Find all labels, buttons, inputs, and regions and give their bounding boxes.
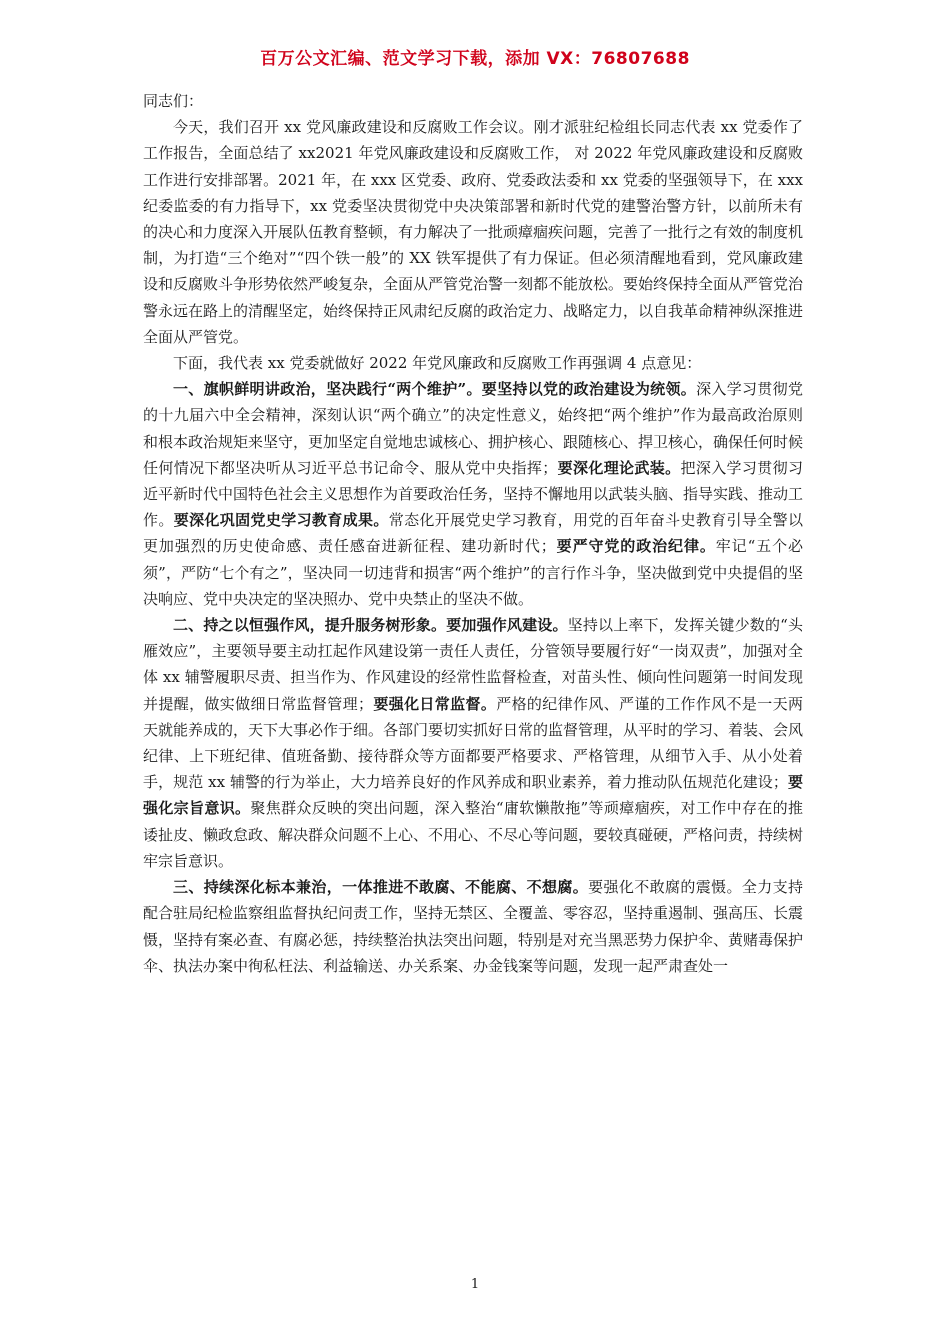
section-1-paragraph [143,376,803,612]
header-banner: 百万公文汇编、范文学习下载，添加 VX：76807688 [260,49,690,69]
intro-paragraph: 今天，我们召开 xx 党风廉政建设和反腐败工作会议。刚才派驻纪检组长同志代表 xx 党委作了工作报告，全面总结了 xx2021 年党风廉政建设和反腐败工作， 对 2022 年党风廉政建设和反腐败工作进行安排部署。2021 年，在 xxx 区党委、政府、党委政法委和 xx 党委的坚强领导下，在 xxx 纪委监委的有力指导下，xx 党委坚决贯彻党中央决策部署和新时代党的建警治警方针，以前所未有的决心和力度深入开展队伍教育整顿，有力解决了一批顽瘴痼疾问题，完善了一批行之有效的制度机制，为打造“三个绝对”“四个铁一般”的 XX 铁军提供了有力保证。但必须清醒地看到，党风廉政建设和反腐败斗争形势依然严峻复杂，全面从严管党治警一刻都不能放松。要始终保持全面从严管党治警永远在路上的清醒坚定，始终保持正风肃纪反腐的政治定力、战略定力，以自我革命精神纵深推进全面从严管党。 [143,118,804,346]
paragraph-text: 牢记“五个必须”，严防“七个有之”，坚决同一切违背和损害“两个维护”的言行作斗争，坚决做到党中央提倡的坚决响应、党中央决定的坚决照办、党中央禁止的坚决不做。 [143,537,803,608]
paragraph-text: 把深入学习贯彻习近平新时代中国特色社会主义思想作为首要政治任务，坚持不懈地用以武装头脑、指导实践、推动工作。 [143,458,804,530]
section-2-paragraph [143,612,803,874]
sub-point-heading: 要加强作风建设。 [446,616,568,635]
intro-paragraph: 下面，我代表 xx 党委就做好 2022 年党风廉政和反腐败工作再强调 4 点意见： [173,354,702,373]
sub-point-heading: 要强化宗旨意识。 [143,773,803,818]
section-heading: 二、持之以恒强作风，提升服务树形象。 [173,616,447,635]
paragraph-text: 严格的纪律作风、严谨的工作作风不是一天两天就能养成的，天下大事必作于细。各部门要切实抓好日常的监督管理，从平时的学习、着装、会风纪律、上下班纪律、值班备勤、接待群众等方面都要严格要求、严格管理，从细节入手、从小处着手，规范 xx 辅警的行为举止，大力培养良好的作风养成和职业素养，着力推动队伍规范化建设； [143,694,804,792]
paragraph-text: 要强化不敢腐的震慑。全力支持配合驻局纪检监察组监督执纪问责工作，坚持无禁区、全覆盖、零容忍，坚持重遏制、强高压、长震慑，坚持有案必查、有腐必惩，持续整治执法突出问题，特别是对充当黑恶势力保护伞、黄赌毒保护伞、执法办案中徇私枉法、利益输送、办关系案、办金钱案等问题，发现一起严肃查处一 [143,878,804,975]
paragraph-text: 深入学习贯彻党的十九届六中全会精神，深刻认识“两个确立”的决定性意义，始终把“两个维护”作为最高政治原则和根本政治规矩来坚守，更加坚定自觉地忠诚核心、拥护核心、跟随核心、捍卫核心，确保任何时候任何情况下都坚决听从习近平总书记命令、服从党中央指挥； [143,380,804,477]
section-heading: 一、旗帜鲜明讲政治，坚决践行“两个维护”。 [173,380,482,399]
greeting: 同志们： [143,92,204,110]
sub-point-heading: 要深化理论武装。 [557,458,681,477]
page-number: 1 [470,1277,480,1292]
section-heading: 三、持续深化标本兼治，一体推进不敢腐、不能腐、不想腐。 [173,878,589,897]
body-text [143,88,803,979]
sub-point-heading: 要坚持以党的政治建设为统领。 [481,380,697,399]
sub-point-heading: 要强化日常监督。 [373,694,497,713]
sub-point-heading: 要严守党的政治纪律。 [555,537,716,556]
paragraph-text: 坚持以上率下，发挥关键少数的“头雁效应”，主要领导要主动扛起作风建设第一责任人责任，分管领导要履行好“一岗双责”，加强对全体 xx 辅警履职尽责、担当作为、作风建设的经常性监督检查，对苗头性、倾向性问题第一时间发现并提醒，做实做细日常监督管理； [143,616,803,713]
sub-point-heading: 要深化巩固党史学习教育成果。 [173,511,389,530]
paragraph-text: 聚焦群众反映的突出问题，深入整治“庸软懒散拖”等顽瘴痼疾，对工作中存在的推诿扯皮、懒政怠政、解决群众问题不上心、不用心、不尽心等问题，要较真碰硬，严格问责，持续树牢宗旨意识。 [143,799,804,870]
section-3-paragraph [143,874,803,979]
paragraph-text: 常态化开展党史学习教育，用党的百年奋斗史教育引导全警以更加强烈的历史使命感、责任感奋进新征程、建功新时代； [143,511,803,556]
